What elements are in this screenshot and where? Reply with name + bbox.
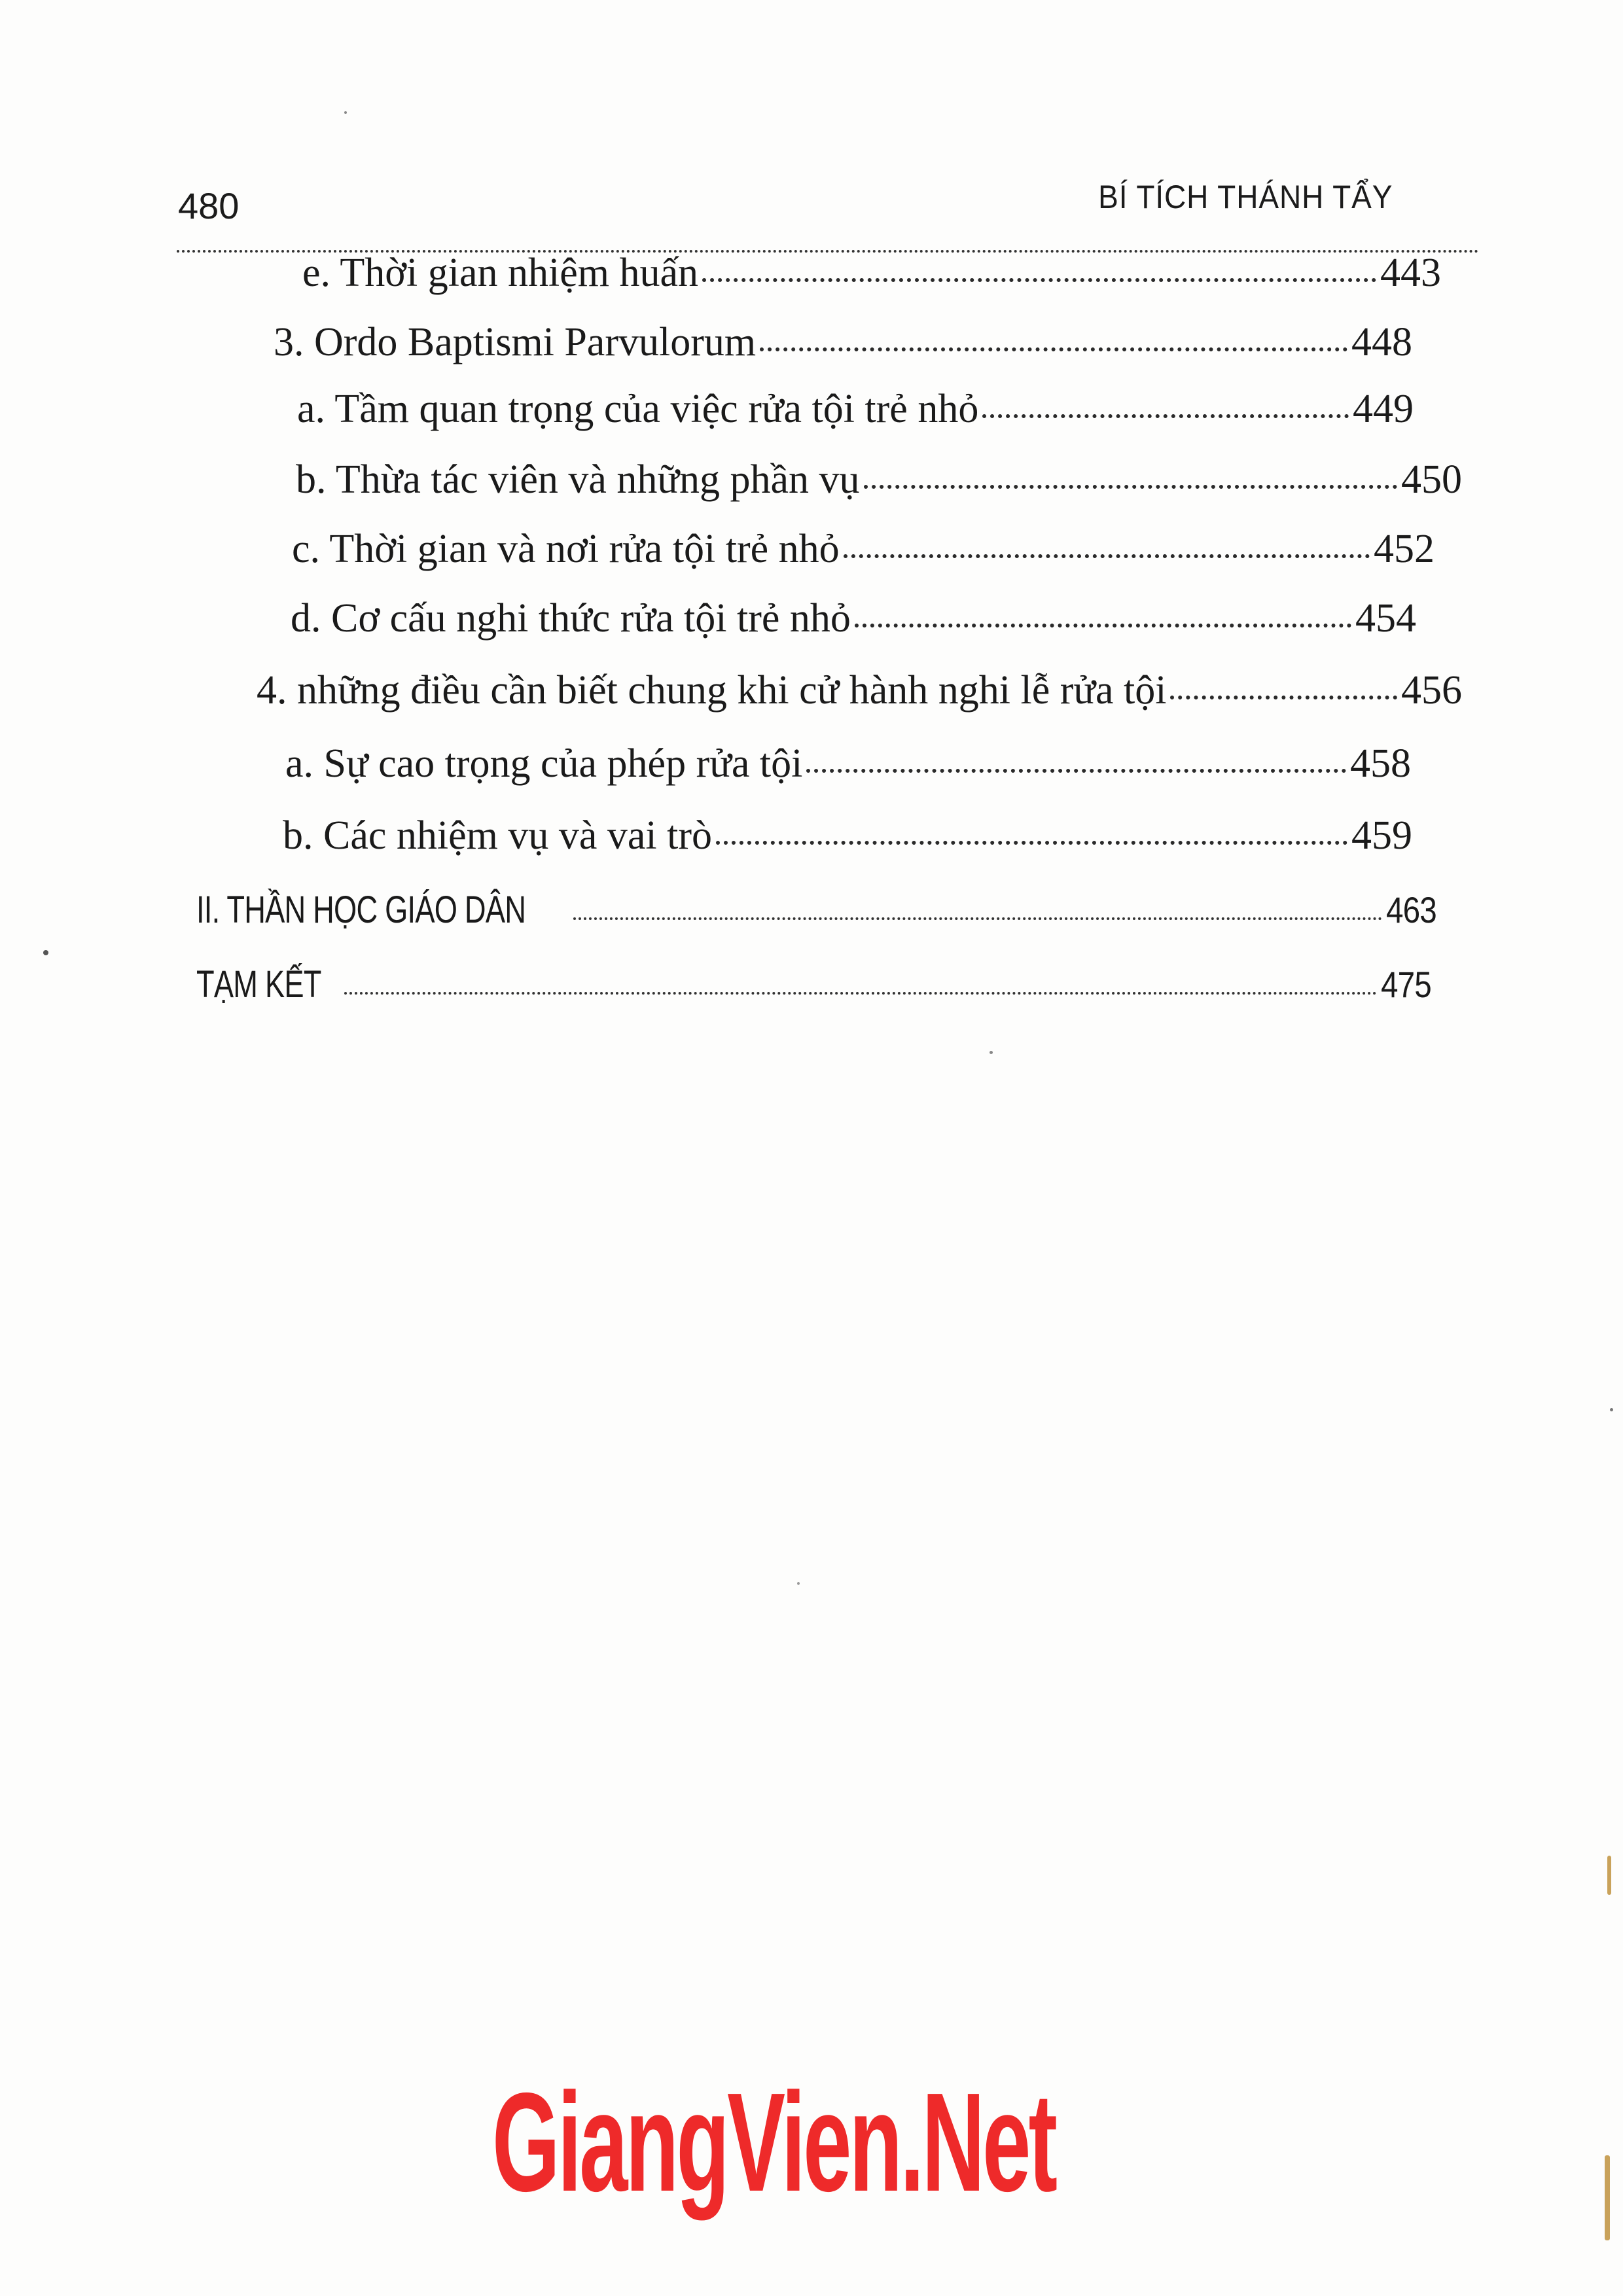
toc-entry-page: 463 [1385, 889, 1436, 930]
toc-entry-page: 448 [1351, 320, 1412, 364]
toc-entry-page: 449 [1353, 387, 1414, 431]
toc-entry-label: 3. Ordo Baptismi Parvulorum [274, 320, 757, 364]
toc-leader [864, 485, 1397, 489]
toc-leader [344, 992, 1377, 995]
scan-speck [1610, 1408, 1613, 1411]
toc-entry-page: 475 [1380, 964, 1431, 1005]
toc-entry-page: 456 [1401, 668, 1462, 713]
toc-entry [291, 598, 1416, 639]
toc-entry-label: d. Cơ cấu nghi thức rửa tội trẻ nhỏ [291, 596, 851, 641]
toc-entry-label: TẠM KẾT [196, 963, 321, 1006]
toc-entry-page: 443 [1380, 251, 1441, 295]
toc-leader [844, 554, 1370, 558]
toc-leader [806, 769, 1346, 773]
scan-speck [344, 111, 347, 114]
toc-entry-label: b. Các nhiệm vụ và vai trò [283, 813, 712, 858]
toc-entry [283, 815, 1412, 856]
running-title: BÍ TÍCH THÁNH TẨY [1097, 179, 1393, 215]
scan-speck [43, 950, 48, 955]
toc-leader [855, 624, 1351, 627]
toc-entry-label: b. Thừa tác viên và những phần vụ [296, 457, 860, 502]
page-number: 480 [178, 185, 240, 226]
toc-entry-label: II. THẦN HỌC GIÁO DÂN [196, 889, 526, 931]
scan-speck [797, 1582, 800, 1585]
toc-entry [196, 891, 1445, 929]
toc-entry [274, 322, 1412, 362]
toc-leader [982, 414, 1349, 418]
toc-leader [716, 841, 1347, 845]
toc-entry [296, 459, 1462, 500]
toc-leader [1170, 696, 1397, 699]
toc-entry [292, 529, 1435, 569]
toc-entry-page: 452 [1374, 527, 1435, 571]
scan-speck [990, 1051, 993, 1054]
toc-entry [285, 743, 1411, 784]
toc-entry-label: c. Thời gian và nơi rửa tội trẻ nhỏ [292, 527, 840, 571]
toc-entry-page: 450 [1401, 457, 1462, 502]
toc-leader [702, 278, 1376, 282]
toc-entry-label: 4. những điều cần biết chung khi cử hành nghi lễ rửa tội [257, 668, 1167, 713]
toc-entry-label: a. Tầm quan trọng của việc rửa tội trẻ nhỏ [297, 387, 979, 431]
toc-entry-page: 458 [1350, 741, 1411, 786]
toc-leader [573, 917, 1382, 920]
toc-entry [257, 670, 1462, 711]
toc-entry [196, 963, 1440, 1006]
scan-edge-mark [1605, 2155, 1610, 2240]
toc-entry-label: a. Sự cao trọng của phép rửa tội [285, 741, 803, 786]
toc-entry-page: 454 [1355, 596, 1416, 641]
toc-entry-label: e. Thời gian nhiệm huấn [302, 251, 699, 295]
toc-entry [297, 389, 1414, 429]
toc-entry [302, 253, 1441, 293]
toc-entry-page: 459 [1351, 813, 1412, 858]
toc-leader [760, 347, 1347, 351]
scan-edge-mark [1607, 1856, 1611, 1895]
site-watermark: GiangVien.Net [492, 2063, 1056, 2221]
